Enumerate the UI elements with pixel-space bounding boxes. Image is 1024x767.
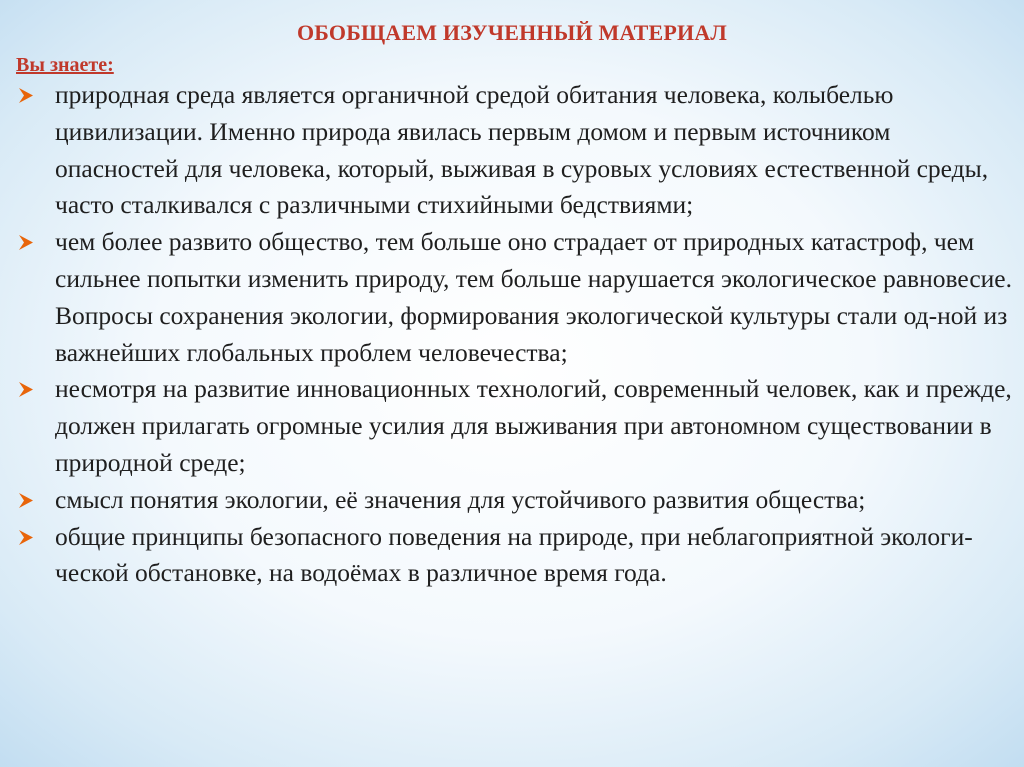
arrow-bullet-icon	[16, 371, 36, 408]
bullet-item	[16, 519, 1012, 593]
bullet-item	[16, 371, 1012, 481]
bullet-item	[16, 77, 1012, 224]
subheading: Вы знаете:	[16, 54, 114, 76]
arrow-bullet-icon	[16, 519, 36, 556]
bullet-list	[16, 77, 1012, 592]
bullet-item	[16, 482, 1012, 519]
bullet-text: природная среда является органичной средой обитания человека, колыбелью цивилизации. Именно природа явилась первым домом и первым источником опасностей для человека, который, выживая в суровых условиях естественной среды, часто сталкивался с различными стихийными бедствиями;	[55, 80, 989, 220]
arrow-bullet-icon	[16, 482, 36, 519]
slide-title: ОБОБЩАЕМ ИЗУЧЕННЫЙ МАТЕРИАЛ	[296, 20, 728, 45]
bullet-text: несмотря на развитие инновационных технологий, современный человек, как и прежде, должен прилагать огромные усилия для выживания при автономном существовании в природной среде;	[55, 374, 1012, 477]
bullet-text: общие принципы безопасного поведения на природе, при неблагоприятной экологи-ческой обстановке, на водоёмах в различное время года.	[55, 521, 973, 588]
bullet-item	[16, 224, 1012, 371]
bullet-text: смысл понятия экологии, её значения для устойчивого развития общества;	[55, 484, 866, 514]
bullet-text: чем более развито общество, тем больше оно страдает от природных катастроф, чем сильнее попытки изменить природу, тем больше нарушается экологическое равновесие. Вопросы сохранения экологии, формирования экологической культуры стали од-ной из важнейших глобальных проблем человечества;	[55, 227, 1012, 367]
arrow-bullet-icon	[16, 224, 36, 261]
arrow-bullet-icon	[16, 77, 36, 114]
